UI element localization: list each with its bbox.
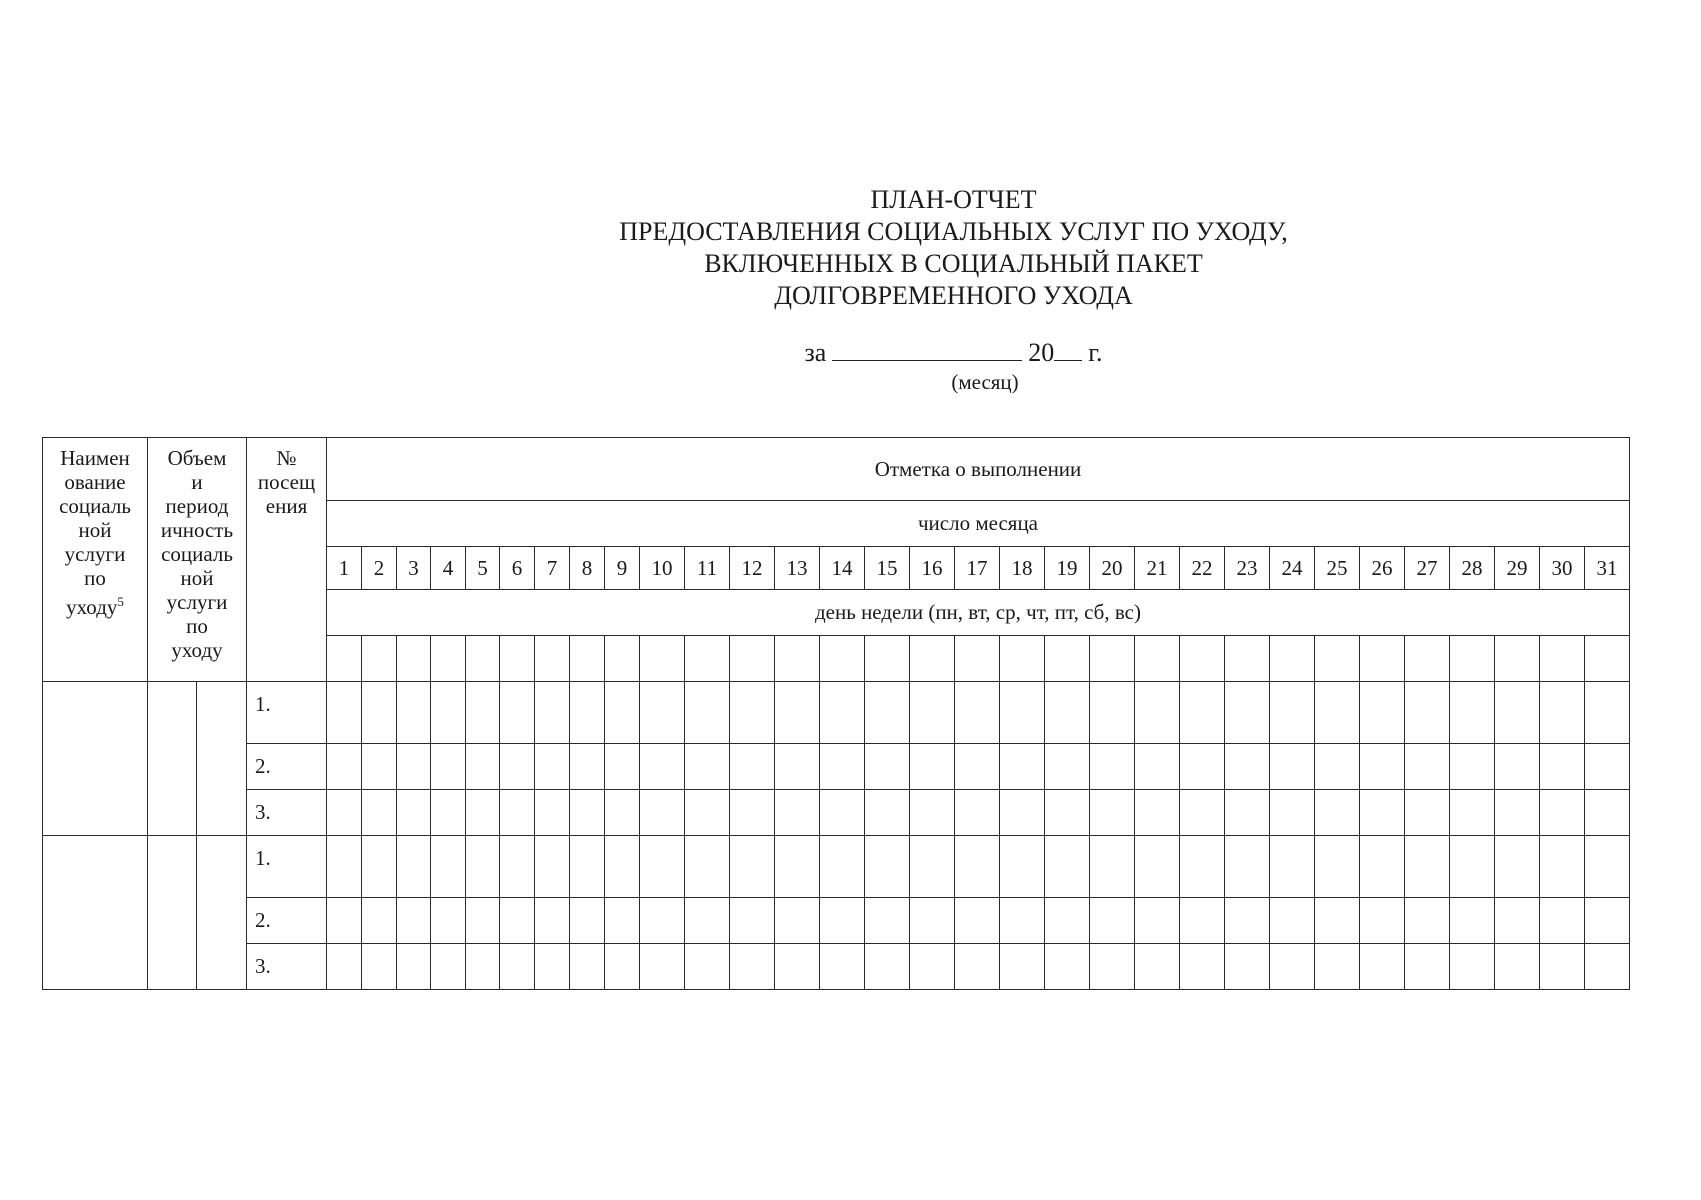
plan-report-table xyxy=(42,437,1630,990)
mark-cell[interactable] xyxy=(1405,836,1450,898)
day-number-25: 25 xyxy=(1315,547,1360,590)
mark-cell[interactable] xyxy=(1225,836,1270,898)
weekday-cell[interactable] xyxy=(685,636,730,682)
mark-cell[interactable] xyxy=(1585,836,1630,898)
weekday-cell[interactable] xyxy=(1315,636,1360,682)
period-prefix: за xyxy=(804,338,827,367)
report-period xyxy=(0,336,1701,368)
mark-cell[interactable] xyxy=(1540,898,1585,944)
mark-cell[interactable] xyxy=(1135,836,1180,898)
day-number-31: 31 xyxy=(1585,547,1630,590)
mark-cell[interactable] xyxy=(910,944,955,990)
mark-cell[interactable] xyxy=(640,682,685,744)
volume-cell[interactable] xyxy=(148,682,197,836)
mark-cell[interactable] xyxy=(730,790,775,836)
mark-cell[interactable] xyxy=(605,790,640,836)
day-number-27: 27 xyxy=(1405,547,1450,590)
mark-cell[interactable] xyxy=(1000,836,1045,898)
table-row xyxy=(43,898,1630,944)
weekday-cell[interactable] xyxy=(865,636,910,682)
mark-cell[interactable] xyxy=(1000,898,1045,944)
mark-cell[interactable] xyxy=(500,944,535,990)
mark-cell[interactable] xyxy=(1405,682,1450,744)
weekday-cell[interactable] xyxy=(1360,636,1405,682)
mark-cell[interactable] xyxy=(1495,836,1540,898)
mark-cell[interactable] xyxy=(1225,944,1270,990)
mark-cell[interactable] xyxy=(1180,744,1225,790)
mark-cell[interactable] xyxy=(1450,944,1495,990)
mark-cell[interactable] xyxy=(535,898,570,944)
mark-cell[interactable] xyxy=(1270,898,1315,944)
mark-cell[interactable] xyxy=(1360,944,1405,990)
mark-cell[interactable] xyxy=(1495,944,1540,990)
mark-cell[interactable] xyxy=(640,898,685,944)
mark-cell[interactable] xyxy=(685,682,730,744)
mark-cell[interactable] xyxy=(466,744,500,790)
mark-cell[interactable] xyxy=(500,898,535,944)
mark-cell[interactable] xyxy=(955,944,1000,990)
mark-cell[interactable] xyxy=(1450,682,1495,744)
mark-cell[interactable] xyxy=(955,744,1000,790)
mark-cell[interactable] xyxy=(535,944,570,990)
mark-cell[interactable] xyxy=(466,790,500,836)
mark-cell[interactable] xyxy=(535,682,570,744)
title-line: ДОЛГОВРЕМЕННОГО УХОДА xyxy=(774,281,1133,310)
mark-cell[interactable] xyxy=(500,836,535,898)
weekday-header: день недели (пн, вт, ср, чт, пт, сб, вс) xyxy=(327,590,1630,636)
visit-number-cell: 2. xyxy=(247,898,327,944)
document-title xyxy=(0,184,1701,312)
mark-cell[interactable] xyxy=(1270,744,1315,790)
mark-cell[interactable] xyxy=(1225,790,1270,836)
mark-cell[interactable] xyxy=(1315,744,1360,790)
weekday-cell[interactable] xyxy=(1405,636,1450,682)
day-number-19: 19 xyxy=(1045,547,1090,590)
mark-cell[interactable] xyxy=(955,898,1000,944)
mark-cell[interactable] xyxy=(1180,836,1225,898)
mark-cell[interactable] xyxy=(1405,744,1450,790)
mark-cell[interactable] xyxy=(1000,744,1045,790)
mark-cell[interactable] xyxy=(1225,682,1270,744)
mark-cell[interactable] xyxy=(1315,682,1360,744)
mark-cell[interactable] xyxy=(775,836,820,898)
mark-cell[interactable] xyxy=(1000,682,1045,744)
day-number-10: 10 xyxy=(640,547,685,590)
day-number-17: 17 xyxy=(955,547,1000,590)
mark-cell[interactable] xyxy=(362,944,397,990)
periodicity-cell[interactable] xyxy=(197,836,247,990)
mark-cell[interactable] xyxy=(1585,944,1630,990)
mark-cell[interactable] xyxy=(535,744,570,790)
mark-cell[interactable] xyxy=(605,682,640,744)
mark-cell[interactable] xyxy=(640,790,685,836)
mark-cell[interactable] xyxy=(820,898,865,944)
mark-cell[interactable] xyxy=(605,836,640,898)
volume-cell[interactable] xyxy=(148,836,197,990)
weekday-cell[interactable] xyxy=(1180,636,1225,682)
weekday-cell[interactable] xyxy=(1450,636,1495,682)
service-name-header-text: Наимен ование социаль ной услуги по уходу xyxy=(59,446,131,619)
year-prefix: 20 xyxy=(1028,338,1055,367)
day-number-15: 15 xyxy=(865,547,910,590)
weekday-cell[interactable] xyxy=(1225,636,1270,682)
mark-cell[interactable] xyxy=(685,898,730,944)
mark-cell[interactable] xyxy=(1000,790,1045,836)
mark-cell[interactable] xyxy=(1180,790,1225,836)
title-line: ВКЛЮЧЕННЫХ В СОЦИАЛЬНЫЙ ПАКЕТ xyxy=(704,249,1203,278)
service-name-cell[interactable] xyxy=(43,682,148,836)
table-row xyxy=(43,944,1630,990)
mark-cell[interactable] xyxy=(327,836,362,898)
day-number-20: 20 xyxy=(1090,547,1135,590)
mark-cell[interactable] xyxy=(775,898,820,944)
mark-cell[interactable] xyxy=(1585,744,1630,790)
day-number-28: 28 xyxy=(1450,547,1495,590)
mark-cell[interactable] xyxy=(1360,898,1405,944)
mark-cell[interactable] xyxy=(466,682,500,744)
weekday-cell[interactable] xyxy=(1000,636,1045,682)
mark-cell[interactable] xyxy=(1270,836,1315,898)
mark-cell[interactable] xyxy=(1360,836,1405,898)
day-of-month-header: число месяца xyxy=(327,501,1630,547)
weekday-cell[interactable] xyxy=(397,636,431,682)
table-row xyxy=(43,836,1630,898)
mark-cell[interactable] xyxy=(1360,790,1405,836)
mark-cell[interactable] xyxy=(1045,790,1090,836)
table-row xyxy=(43,744,1630,790)
mark-cell[interactable] xyxy=(397,836,431,898)
mark-cell[interactable] xyxy=(1450,836,1495,898)
mark-cell[interactable] xyxy=(865,790,910,836)
mark-cell[interactable] xyxy=(1135,790,1180,836)
mark-cell[interactable] xyxy=(775,744,820,790)
mark-cell[interactable] xyxy=(730,836,775,898)
day-number-29: 29 xyxy=(1495,547,1540,590)
visit-number-cell: 1. xyxy=(247,836,327,898)
mark-cell[interactable] xyxy=(327,944,362,990)
mark-cell[interactable] xyxy=(1315,836,1360,898)
mark-cell[interactable] xyxy=(1360,682,1405,744)
weekday-cell[interactable] xyxy=(431,636,466,682)
weekday-cell[interactable] xyxy=(327,636,362,682)
mark-cell[interactable] xyxy=(431,836,466,898)
mark-cell[interactable] xyxy=(730,744,775,790)
mark-cell[interactable] xyxy=(1315,898,1360,944)
mark-cell[interactable] xyxy=(1315,944,1360,990)
visit-number-cell: 3. xyxy=(247,944,327,990)
mark-cell[interactable] xyxy=(1540,682,1585,744)
mark-cell[interactable] xyxy=(397,682,431,744)
mark-cell[interactable] xyxy=(397,898,431,944)
mark-cell[interactable] xyxy=(1405,790,1450,836)
mark-cell[interactable] xyxy=(955,682,1000,744)
weekday-cell[interactable] xyxy=(1540,636,1585,682)
mark-cell[interactable] xyxy=(865,744,910,790)
visit-number-cell: 2. xyxy=(247,744,327,790)
mark-cell[interactable] xyxy=(500,682,535,744)
mark-cell[interactable] xyxy=(820,744,865,790)
day-number-11: 11 xyxy=(685,547,730,590)
mark-cell[interactable] xyxy=(1270,682,1315,744)
mark-cell[interactable] xyxy=(1540,944,1585,990)
weekday-cell[interactable] xyxy=(1270,636,1315,682)
mark-cell[interactable] xyxy=(466,898,500,944)
weekday-cell[interactable] xyxy=(820,636,865,682)
mark-cell[interactable] xyxy=(1225,898,1270,944)
day-number-18: 18 xyxy=(1000,547,1045,590)
year-blank[interactable] xyxy=(1054,336,1082,361)
mark-cell[interactable] xyxy=(327,682,362,744)
mark-cell[interactable] xyxy=(910,790,955,836)
mark-cell[interactable] xyxy=(685,790,730,836)
weekday-cell[interactable] xyxy=(1135,636,1180,682)
weekday-cell[interactable] xyxy=(910,636,955,682)
mark-cell[interactable] xyxy=(431,898,466,944)
mark-cell[interactable] xyxy=(500,790,535,836)
mark-cell[interactable] xyxy=(1495,682,1540,744)
mark-cell[interactable] xyxy=(570,682,605,744)
weekday-cell[interactable] xyxy=(1495,636,1540,682)
mark-cell[interactable] xyxy=(570,790,605,836)
mark-cell[interactable] xyxy=(775,944,820,990)
mark-cell[interactable] xyxy=(570,744,605,790)
day-number-3: 3 xyxy=(397,547,431,590)
mark-cell[interactable] xyxy=(570,898,605,944)
mark-cell[interactable] xyxy=(1090,682,1135,744)
mark-cell[interactable] xyxy=(865,944,910,990)
service-name-header xyxy=(43,438,148,682)
day-number-2: 2 xyxy=(362,547,397,590)
mark-cell[interactable] xyxy=(605,744,640,790)
mark-cell[interactable] xyxy=(640,744,685,790)
weekday-cell[interactable] xyxy=(640,636,685,682)
visit-number-cell: 3. xyxy=(247,790,327,836)
title-line: ПРЕДОСТАВЛЕНИЯ СОЦИАЛЬНЫХ УСЛУГ ПО УХОДУ, xyxy=(619,217,1288,246)
mark-cell[interactable] xyxy=(640,944,685,990)
mark-cell[interactable] xyxy=(605,944,640,990)
mark-cell[interactable] xyxy=(431,744,466,790)
mark-cell[interactable] xyxy=(1135,898,1180,944)
mark-cell[interactable] xyxy=(1360,744,1405,790)
mark-cell[interactable] xyxy=(1495,898,1540,944)
day-number-22: 22 xyxy=(1180,547,1225,590)
mark-cell[interactable] xyxy=(1180,944,1225,990)
mark-cell[interactable] xyxy=(910,744,955,790)
mark-cell[interactable] xyxy=(1540,836,1585,898)
mark-cell[interactable] xyxy=(730,898,775,944)
mark-cell[interactable] xyxy=(466,836,500,898)
mark-cell[interactable] xyxy=(466,944,500,990)
weekday-cell[interactable] xyxy=(955,636,1000,682)
mark-cell[interactable] xyxy=(955,790,1000,836)
mark-cell[interactable] xyxy=(535,790,570,836)
mark-cell[interactable] xyxy=(570,944,605,990)
mark-cell[interactable] xyxy=(1495,790,1540,836)
mark-cell[interactable] xyxy=(362,682,397,744)
mark-cell[interactable] xyxy=(685,744,730,790)
service-name-cell[interactable] xyxy=(43,836,148,990)
mark-cell[interactable] xyxy=(1270,790,1315,836)
mark-cell[interactable] xyxy=(362,898,397,944)
mark-cell[interactable] xyxy=(1450,790,1495,836)
mark-cell[interactable] xyxy=(1045,836,1090,898)
day-number-23: 23 xyxy=(1225,547,1270,590)
mark-cell[interactable] xyxy=(1090,944,1135,990)
mark-cell[interactable] xyxy=(327,898,362,944)
mark-cell[interactable] xyxy=(1495,744,1540,790)
mark-cell[interactable] xyxy=(1450,898,1495,944)
day-number-7: 7 xyxy=(535,547,570,590)
mark-cell[interactable] xyxy=(1450,744,1495,790)
mark-cell[interactable] xyxy=(910,898,955,944)
mark-cell[interactable] xyxy=(1540,744,1585,790)
mark-cell[interactable] xyxy=(1090,790,1135,836)
mark-cell[interactable] xyxy=(910,682,955,744)
mark-cell[interactable] xyxy=(605,898,640,944)
mark-cell[interactable] xyxy=(685,944,730,990)
mark-cell[interactable] xyxy=(1045,682,1090,744)
weekday-cell[interactable] xyxy=(570,636,605,682)
footnote-marker: 5 xyxy=(117,594,124,609)
day-number-26: 26 xyxy=(1360,547,1405,590)
mark-cell[interactable] xyxy=(1585,898,1630,944)
mark-cell[interactable] xyxy=(1225,744,1270,790)
mark-cell[interactable] xyxy=(730,682,775,744)
weekday-cell[interactable] xyxy=(535,636,570,682)
mark-cell[interactable] xyxy=(535,836,570,898)
mark-cell[interactable] xyxy=(1045,944,1090,990)
title-line: ПЛАН-ОТЧЕТ xyxy=(870,185,1037,214)
mark-cell[interactable] xyxy=(1585,790,1630,836)
weekday-cell[interactable] xyxy=(1045,636,1090,682)
mark-cell[interactable] xyxy=(431,682,466,744)
mark-cell[interactable] xyxy=(327,790,362,836)
mark-cell[interactable] xyxy=(1180,898,1225,944)
mark-cell[interactable] xyxy=(640,836,685,898)
weekday-cell[interactable] xyxy=(1090,636,1135,682)
mark-cell[interactable] xyxy=(910,836,955,898)
day-number-8: 8 xyxy=(570,547,605,590)
mark-cell[interactable] xyxy=(1135,944,1180,990)
mark-cell[interactable] xyxy=(1090,744,1135,790)
mark-cell[interactable] xyxy=(431,944,466,990)
mark-cell[interactable] xyxy=(362,836,397,898)
month-blank[interactable] xyxy=(832,336,1022,361)
weekday-cell[interactable] xyxy=(1585,636,1630,682)
month-caption: (месяц) xyxy=(951,370,1019,394)
day-number-6: 6 xyxy=(500,547,535,590)
mark-cell[interactable] xyxy=(1540,790,1585,836)
mark-cell[interactable] xyxy=(685,836,730,898)
mark-cell[interactable] xyxy=(1135,744,1180,790)
mark-cell[interactable] xyxy=(1045,898,1090,944)
mark-cell[interactable] xyxy=(820,682,865,744)
mark-cell[interactable] xyxy=(775,682,820,744)
day-number-4: 4 xyxy=(431,547,466,590)
day-number-13: 13 xyxy=(775,547,820,590)
day-number-9: 9 xyxy=(605,547,640,590)
weekday-cell[interactable] xyxy=(605,636,640,682)
mark-cell[interactable] xyxy=(820,944,865,990)
mark-cell[interactable] xyxy=(1090,898,1135,944)
weekday-cell[interactable] xyxy=(730,636,775,682)
day-number-1: 1 xyxy=(327,547,362,590)
periodicity-cell[interactable] xyxy=(197,682,247,836)
mark-cell[interactable] xyxy=(397,944,431,990)
year-suffix: г. xyxy=(1088,338,1103,367)
mark-cell[interactable] xyxy=(1000,944,1045,990)
mark-cell[interactable] xyxy=(397,744,431,790)
mark-cell[interactable] xyxy=(500,744,535,790)
mark-cell[interactable] xyxy=(1180,682,1225,744)
day-number-12: 12 xyxy=(730,547,775,590)
mark-cell[interactable] xyxy=(865,682,910,744)
mark-cell[interactable] xyxy=(865,836,910,898)
mark-cell[interactable] xyxy=(1135,682,1180,744)
mark-cell[interactable] xyxy=(955,836,1000,898)
mark-cell[interactable] xyxy=(362,744,397,790)
mark-cell[interactable] xyxy=(1315,790,1360,836)
weekday-cell[interactable] xyxy=(500,636,535,682)
day-number-14: 14 xyxy=(820,547,865,590)
mark-cell[interactable] xyxy=(431,790,466,836)
day-number-21: 21 xyxy=(1135,547,1180,590)
mark-cell[interactable] xyxy=(865,898,910,944)
completion-mark-header: Отметка о выполнении xyxy=(327,438,1630,501)
mark-cell[interactable] xyxy=(1405,944,1450,990)
mark-cell[interactable] xyxy=(1585,682,1630,744)
volume-periodicity-header: Объем и период ичность социаль ной услуги по уходу xyxy=(148,438,247,682)
day-number-30: 30 xyxy=(1540,547,1585,590)
mark-cell[interactable] xyxy=(1270,944,1315,990)
mark-cell[interactable] xyxy=(1090,836,1135,898)
visit-number-cell: 1. xyxy=(247,682,327,744)
table-row xyxy=(43,682,1630,744)
day-number-5: 5 xyxy=(466,547,500,590)
mark-cell[interactable] xyxy=(362,790,397,836)
weekday-cell[interactable] xyxy=(362,636,397,682)
mark-cell[interactable] xyxy=(820,790,865,836)
table-row xyxy=(43,790,1630,836)
mark-cell[interactable] xyxy=(775,790,820,836)
day-number-16: 16 xyxy=(910,547,955,590)
mark-cell[interactable] xyxy=(820,836,865,898)
mark-cell[interactable] xyxy=(730,944,775,990)
day-number-24: 24 xyxy=(1270,547,1315,590)
mark-cell[interactable] xyxy=(570,836,605,898)
weekday-cell[interactable] xyxy=(775,636,820,682)
mark-cell[interactable] xyxy=(327,744,362,790)
mark-cell[interactable] xyxy=(1405,898,1450,944)
weekday-cell[interactable] xyxy=(466,636,500,682)
mark-cell[interactable] xyxy=(1045,744,1090,790)
visit-number-header: № посещ ения xyxy=(247,438,327,682)
mark-cell[interactable] xyxy=(397,790,431,836)
